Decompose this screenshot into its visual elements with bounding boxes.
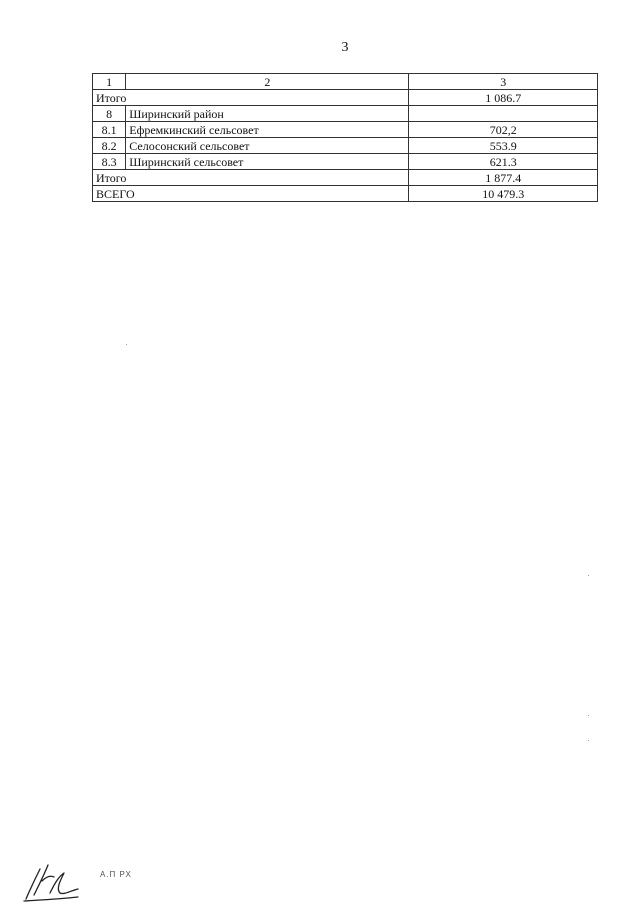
footer-code: А.П РХ xyxy=(100,870,132,879)
total-value: 1 877.4 xyxy=(409,170,598,186)
grand-total-label: ВСЕГО xyxy=(93,186,409,202)
total-label: Итого xyxy=(93,170,409,186)
table-row xyxy=(93,106,598,122)
table-row xyxy=(93,122,598,138)
grand-total-value: 10 479.3 xyxy=(409,186,598,202)
scan-speck xyxy=(126,344,127,345)
header-col-2: 2 xyxy=(126,74,409,90)
row-value: 702,2 xyxy=(409,122,598,138)
data-table xyxy=(92,73,598,202)
row-number: 8 xyxy=(93,106,126,122)
row-number: 8.2 xyxy=(93,138,126,154)
row-name: Ширинский сельсовет xyxy=(126,154,409,170)
row-name: Ефремкинский сельсовет xyxy=(126,122,409,138)
table-row xyxy=(93,90,598,106)
total-value: 1 086.7 xyxy=(409,90,598,106)
row-value xyxy=(409,106,598,122)
header-col-3: 3 xyxy=(409,74,598,90)
row-number: 8.1 xyxy=(93,122,126,138)
signature xyxy=(20,855,80,903)
total-label: Итого xyxy=(93,90,409,106)
scan-speck xyxy=(588,715,589,716)
row-name: Селосонский сельсовет xyxy=(126,138,409,154)
row-number: 8.3 xyxy=(93,154,126,170)
table-row xyxy=(93,138,598,154)
table-row xyxy=(93,170,598,186)
row-name: Ширинский район xyxy=(126,106,409,122)
row-value: 553.9 xyxy=(409,138,598,154)
table-header-row xyxy=(93,74,598,90)
page-number: 3 xyxy=(341,40,349,55)
table-row xyxy=(93,186,598,202)
row-value: 621.3 xyxy=(409,154,598,170)
scan-speck xyxy=(588,575,589,576)
table-row xyxy=(93,154,598,170)
scan-speck xyxy=(588,740,589,741)
header-col-1: 1 xyxy=(93,74,126,90)
